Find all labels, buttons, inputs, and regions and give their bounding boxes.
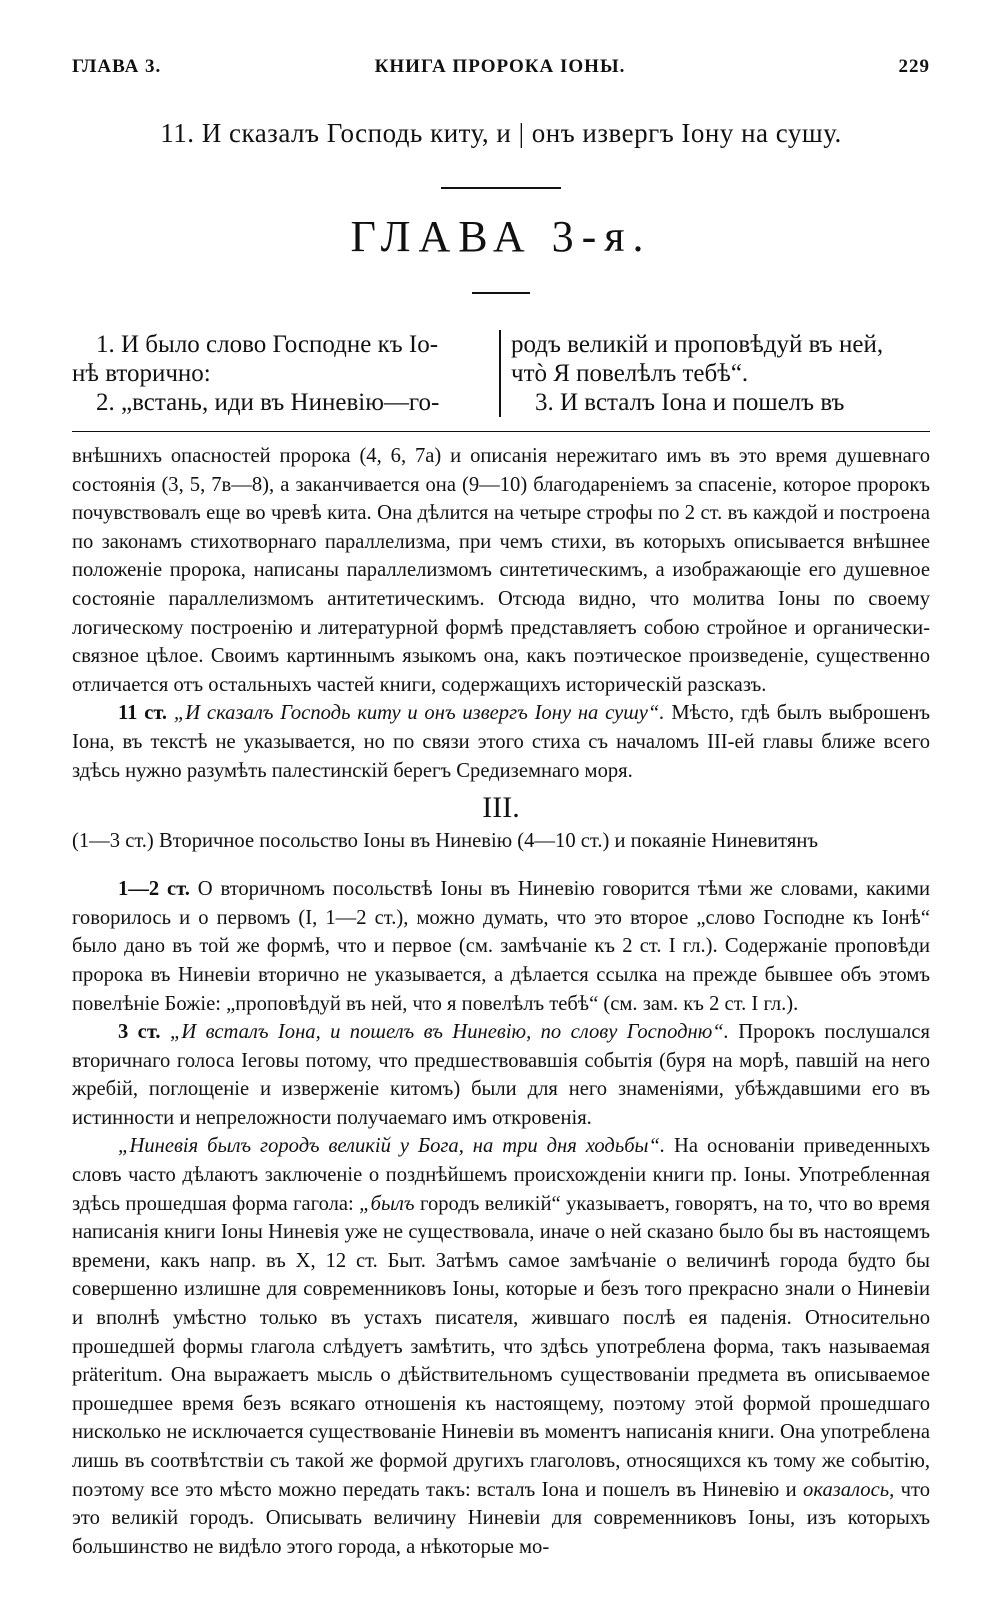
- divider-rule: [441, 187, 561, 189]
- header-chapter: ГЛАВА 3.: [72, 56, 162, 77]
- commentary-paragraph: внѣшнихъ опасностей пророка (4, 6, 7а) и описанія нережитаго имъ въ это время душевнаго состоянія (3, 5, 7в—8), а заканчивается она (9—10) благодареніемъ за спасеніе, которое пророкъ почувствовалъ еще во чревѣ кита. Она дѣлится на четыре строфы по 2 ст. въ каждой и построена по законамъ стихотворнаго параллелизма, при чемъ стихи, въ которыхъ описывается внѣшнее положеніе пророка, написаны параллелизмомъ синтетическимъ, а изображающіе его душевное состояніе параллелизмомъ антитетическимъ. Отсюда видно, что молитва Іоны по своему логическому построенію и литературной формѣ представляетъ собою стройное и органически-связное цѣлое. Своимъ картиннымъ языкомъ она, какъ поэтическое произведеніе, существенно отличается отъ остальныхъ частей книги, содержащихъ историческій разсказъ.: [72, 445, 930, 696]
- commentary-top: [72, 442, 930, 785]
- scripture-column-left: [72, 330, 501, 417]
- running-header: [72, 56, 930, 78]
- commentary-text: что это великій городъ. Описывать величину Ниневіи для современниковъ Іоны, изъ которыхъ большинство не видѣло этого города, а нѣкоторые мо-: [72, 1478, 930, 1558]
- commentary-bottom: [72, 875, 930, 1561]
- commentary-paragraph: [72, 875, 930, 1018]
- chapter-title: ГЛАВА 3-я.: [350, 212, 652, 261]
- divider-rule-short: [472, 292, 530, 294]
- verse-ref: 11 ст.: [118, 702, 168, 725]
- commentary-text: Пророкъ послушался вторичнаго голоса Іеговы потому, что предшествовавшія событія (буря на морѣ, павшій на него жребій, поглощеніе и изверженіе китомъ) были для него знаменіями, убѣждавшими его въ истинности и непреложности получаемаго имъ откровенія.: [72, 1021, 930, 1129]
- scripture-line: родъ великій и проповѣдуй въ ней,: [511, 331, 884, 358]
- header-book-title: КНИГА ПРОРОКА ІОНЫ.: [374, 56, 626, 77]
- commentary-paragraph: [72, 1018, 930, 1132]
- section-subtitle: (1—3 ст.) Вторичное посольство Іоны въ Ниневію (4—10 ст.) и покаяніе Ниневитянъ: [72, 830, 818, 853]
- scripture-line: 3. И всталъ Іона и пошелъ въ: [535, 389, 845, 416]
- verse-quote: „И всталъ Іона, и пошелъ въ Ниневію, по слову Господню“.: [169, 1021, 729, 1044]
- verse-quote: „И сказалъ Господь киту и онъ извергъ Іону на сушу“.: [173, 702, 665, 725]
- verse-ref: 3 ст.: [118, 1021, 161, 1044]
- commentary-paragraph: [72, 699, 930, 785]
- scripture-line: нѣ вторично:: [72, 360, 211, 387]
- commentary-text: На основаніи приведенныхъ словъ часто дѣлаютъ заключеніе о позднѣйшемъ происхожденіи книги пр. Іоны. Употребленная здѣсь прошедшая форма гагола:: [72, 1135, 931, 1215]
- commentary-separator: [72, 431, 930, 432]
- verse-11: 11. И сказалъ Господь киту, и | онъ извергъ Іону на сушу.: [160, 118, 842, 148]
- emphasis: оказалось,: [803, 1478, 895, 1501]
- scripture-column-right: [501, 330, 930, 417]
- scripture-line: 1. И было слово Господне къ Іо-: [96, 331, 439, 358]
- scripture-line: 2. „встань, иди въ Ниневію—го-: [96, 389, 440, 416]
- verse-ref: 1—2 ст.: [118, 878, 190, 901]
- commentary-paragraph: [72, 1132, 930, 1561]
- section-number: III.: [482, 791, 520, 825]
- verse-quote: „Ниневія былъ городъ великій у Бога, на три дня ходьбы“.: [118, 1135, 666, 1158]
- page-number: 229: [898, 56, 930, 77]
- verse-quote: „былъ: [359, 1192, 415, 1215]
- scripture-line: чтò Я повелѣлъ тебѣ“.: [511, 360, 749, 387]
- scripture-columns: [72, 330, 930, 417]
- commentary-text: городъ великій“ указываетъ, говорятъ, на то, что во время написанія книги Іоны Ниневія уже не существовала, иначе о ней сказано было бы въ настоящемъ времени, какъ напр. въ X, 12 ст. Быт. Затѣмъ самое замѣчаніе о величинѣ города будто бы совершенно излишне для современниковъ Іоны, которые и безъ того прекрасно знали о Ниневіи и вполнѣ умѣстно только въ устахъ писателя, жившаго послѣ ея паденія. Относительно прошедшей формы глагола слѣдуетъ замѣтить, что здѣсь употреблена форма, такъ называемая präteritum. Она выражаетъ мысль о дѣйствительномъ существованіи предмета въ описываемое прошедшее время безъ всякаго отношенія къ настоящему, поэтому этой формой прошедшаго нисколько не исключается существованіе Ниневіи въ моментъ написанія книги. Она употреблена лишь въ соотвѣтствіи съ такой же формой другихъ глаголовъ, относящихся къ тому же событію, поэтому все это мѣсто можно передать такъ: всталъ Іона и пошелъ въ Ниневію и: [72, 1192, 931, 1501]
- commentary-text: Мѣсто, гдѣ былъ выброшенъ Іона, въ текстѣ не указывается, но по связи этого стиха съ началомъ III-ей главы ближе всего здѣсь нужно разумѣть палестинскій берегъ Средиземнаго моря.: [72, 702, 931, 782]
- commentary-text: О вторичномъ посольствѣ Іоны въ Ниневію говорится тѣми же словами, какими говорилось и о первомъ (I, 1—2 ст.), можно думать, что это второе „слово Господне къ Іонѣ“ было дано въ той же формѣ, что и первое (см. замѣчаніе къ 2 ст. I гл.). Содержаніе проповѣди пророка въ Ниневіи вторично не указывается, а дѣлается ссылка на прежде бывшее объ этомъ повелѣніе Божіе: „проповѣдуй въ ней, что я повелѣлъ тебѣ“ (см. зам. къ 2 ст. I гл.).: [72, 878, 930, 1015]
